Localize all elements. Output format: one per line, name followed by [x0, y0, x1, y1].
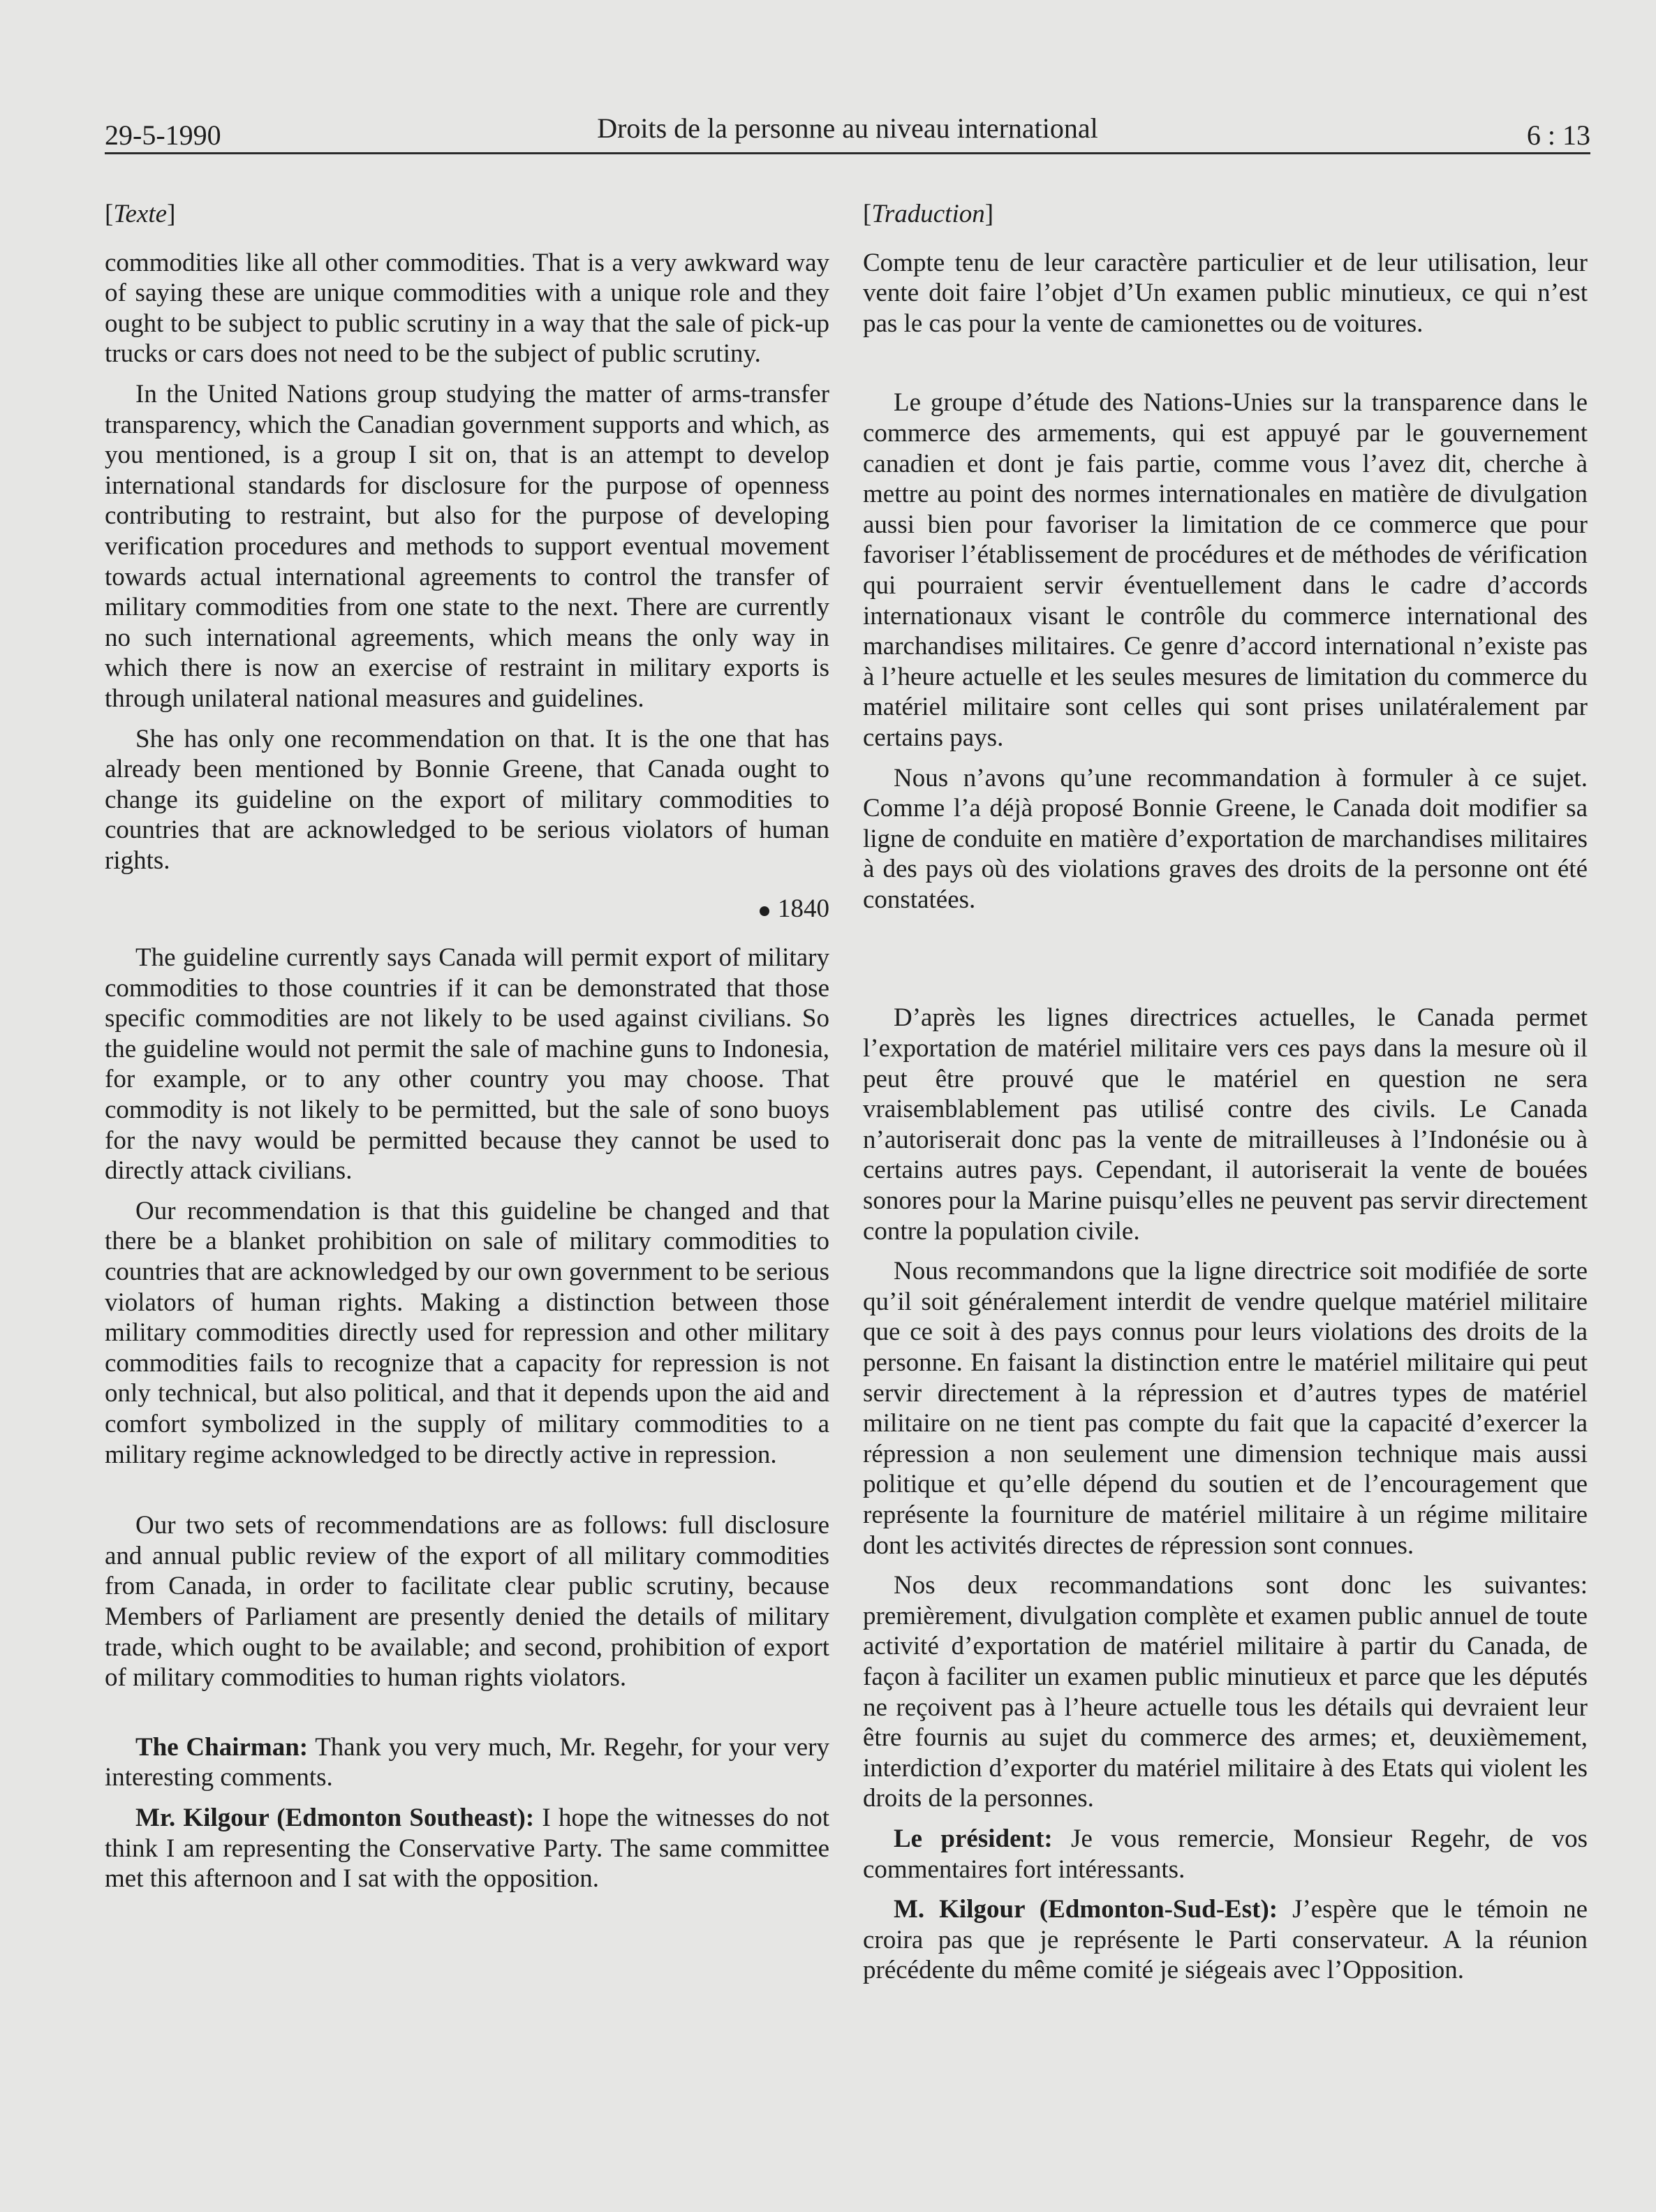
- bullet-icon: [760, 906, 769, 916]
- header-date: 29-5-1990: [105, 119, 221, 151]
- english-paragraph-4: The guideline currently says Canada will permit export of military commodities to those countries if it can be demonstrated that those specific commodities are not likely to be used against civilians. So the guideline would not permit the sale of machine guns to Indonesia, for example, or to any other country you may choose. That commodity is not likely to be permitted, but the sale of sono buoys for the navy would be permitted because they cannot be used to directly attack civilians.: [105, 943, 829, 1186]
- english-paragraph-8: Mr. Kilgour (Edmonton Southeast): I hope the witnesses do not think I am representing the Conservative Party. The same committee met this afternoon and I sat with the opposition.: [105, 1803, 830, 1894]
- header-title: Droits de la personne au niveau international: [597, 112, 1098, 144]
- french-paragraph-7: Le président: Je vous remercie, Monsieur Regehr, de vos commentaires fort intéressants.: [863, 1824, 1588, 1884]
- english-paragraph-5: Our recommendation is that this guideline be changed and that there be a blanket prohibition on sale of military commodities to countries that are acknowledged by our own government to be serious violators of human rights. Making a distinction between those military commodities directly used for repression and other military commodities fails to recognize that a capacity for repression is not only technical, but also political, and that it depends upon the aid and comfort symbolized in the supply of military commodities to a military regime acknowledged to be directly active in repression.: [105, 1196, 829, 1469]
- french-paragraph-1: Compte tenu de leur caractère particulier et de leur utilisation, leur vente doit faire l’objet d’Un examen public minutieux, ce qui n’est pas le cas pour la vente de camionettes ou de voitures.: [863, 248, 1588, 338]
- french-column: [863, 199, 1588, 1996]
- english-paragraph-1: commodities like all other commodities. That is a very awkward way of saying these are unique commodities with a unique role and they ought to be subject to public scrutiny in a way that the sale of pick-up trucks or cars does not need to be the subject of public scrutiny.: [105, 248, 829, 369]
- speaker-name: The Chairman:: [135, 1732, 309, 1762]
- english-paragraph-3: She has only one recommendation on that. It is the one that has already been mentioned by Bonnie Greene, that Canada ought to change its guideline on the export of military commodities to countries that are acknowledged to be serious violators of human rights.: [105, 724, 829, 875]
- time-stamp: 1840: [105, 894, 829, 924]
- english-paragraph-6: Our two sets of recommendations are as follows: full disclosure and annual public review of the export of all military commodities from Canada, in order to facilitate clear public scrutiny, because Members of Parliament are presently denied the details of military trade, which ought to be available; and second, prohibition of export of military commodities to human rights violators.: [105, 1511, 829, 1693]
- french-paragraph-6: Nos deux recommandations sont donc les suivantes: premièrement, divulgation complète et examen public annuel de toute activité d’exportation de matériel militaire à partir du Canada, de façon à faciliter un examen public minutieux et parce que les députés ne reçoivent pas à l’heure actuelle tous les détails qui devraient leur être fournis au sujet du commerce des armes; et, deuxièmement, interdiction d’exporter du matériel militaire à des Etats qui violent les droits de la personnes.: [863, 1571, 1588, 1813]
- french-paragraph-8: M. Kilgour (Edmonton-Sud-Est): J’espère que le témoin ne croira pas que je représente le Parti conservateur. A la réunion précédente du même comité je siégeais avec l’Opposition.: [863, 1895, 1588, 1985]
- french-paragraph-5: Nous recommandons que la ligne directrice soit modifiée de sorte qu’il soit généralement interdit de vendre quelque matériel militaire que ce soit à des pays connus pour leurs violations des droits de la personne. En faisant la distinction entre le matériel militaire qui peut servir directement à la répression et d’autres types de matériel militaire on ne tient pas compte du fait que la capacité d’exercer la répression a non seulement une dimension technique mais aussi politique et qu’elle dépend du soutien et de l’encouragement que représente la fourniture de matériel militaire à un régime militaire dont les activités directes de répression sont connues.: [863, 1257, 1588, 1560]
- running-header: [105, 110, 1590, 154]
- french-paragraph-4: D’après les lignes directrices actuelles, le Canada permet l’exportation de matériel militaire vers ces pays dans la mesure où il peut être prouvé que le matériel en question ne sera vraisemblablement pas utilisé contre des civils. Le Canada n’autoriserait donc pas la vente de mitrailleuses à l’Indonésie ou à certains autres pays. Cependant, il autoriserait la vente de bouées sonores pour la Marine puisqu’elles ne peuvent pas servir directement contre la population civile.: [863, 1003, 1588, 1246]
- speaker-name: Mr. Kilgour (Edmonton Southeast):: [135, 1803, 535, 1832]
- french-paragraph-3: Nous n’avons qu’une recommandation à formuler à ce sujet. Comme l’a déjà proposé Bonnie Greene, le Canada doit modifier sa ligne de conduite en matière d’exportation de marchandises militaires à des pays où des violations graves des droits de la personne ont été constatées.: [863, 763, 1588, 914]
- header-page-number: 6 : 13: [1526, 119, 1590, 151]
- speaker-name: Le président:: [894, 1824, 1053, 1853]
- english-paragraph-7: The Chairman: Thank you very much, Mr. Regehr, for your very interesting comments.: [105, 1732, 829, 1792]
- french-paragraph-2: Le groupe d’étude des Nations-Unies sur la transparence dans le commerce des armements, qui est appuyé par le gouvernement canadien et dont je fais partie, comme vous l’avez dit, cherche à mettre au point des normes internationales en matière de divulgation aussi bien pour favoriser la limitation de ce commerce que pour favoriser l’établissement de procédures et de méthodes de vérification qui pourraient servir éventuellement dans le cadre d’accords internationaux visant le contrôle du commerce international des marchandises militaires. Ce genre d’accord international n’existe pas à l’heure actuelle et les seules mesures de limitation du commerce du matériel militaire sont celles qui sont prises unilatéralement par certains pays.: [863, 388, 1588, 752]
- english-language-tag: [Texte]: [105, 200, 176, 228]
- speaker-name: M. Kilgour (Edmonton-Sud-Est):: [894, 1895, 1278, 1924]
- french-language-tag: [Traduction]: [863, 200, 994, 228]
- english-column: [105, 199, 829, 1904]
- english-paragraph-2: In the United Nations group studying the matter of arms-transfer transparency, which the Canadian government supports and which, as you mentioned, is a group I sit on, that is an attempt to develop international standards for disclosure for the purpose of openness contributing to restraint, but also for the purpose of developing verification procedures and methods to support eventual movement towards actual international agreements to control the transfer of military commodities from one state to the next. There are currently no such international agreements, which means the only way in which there is now an exercise of restraint in military exports is through unilateral national measures and guidelines.: [105, 379, 829, 713]
